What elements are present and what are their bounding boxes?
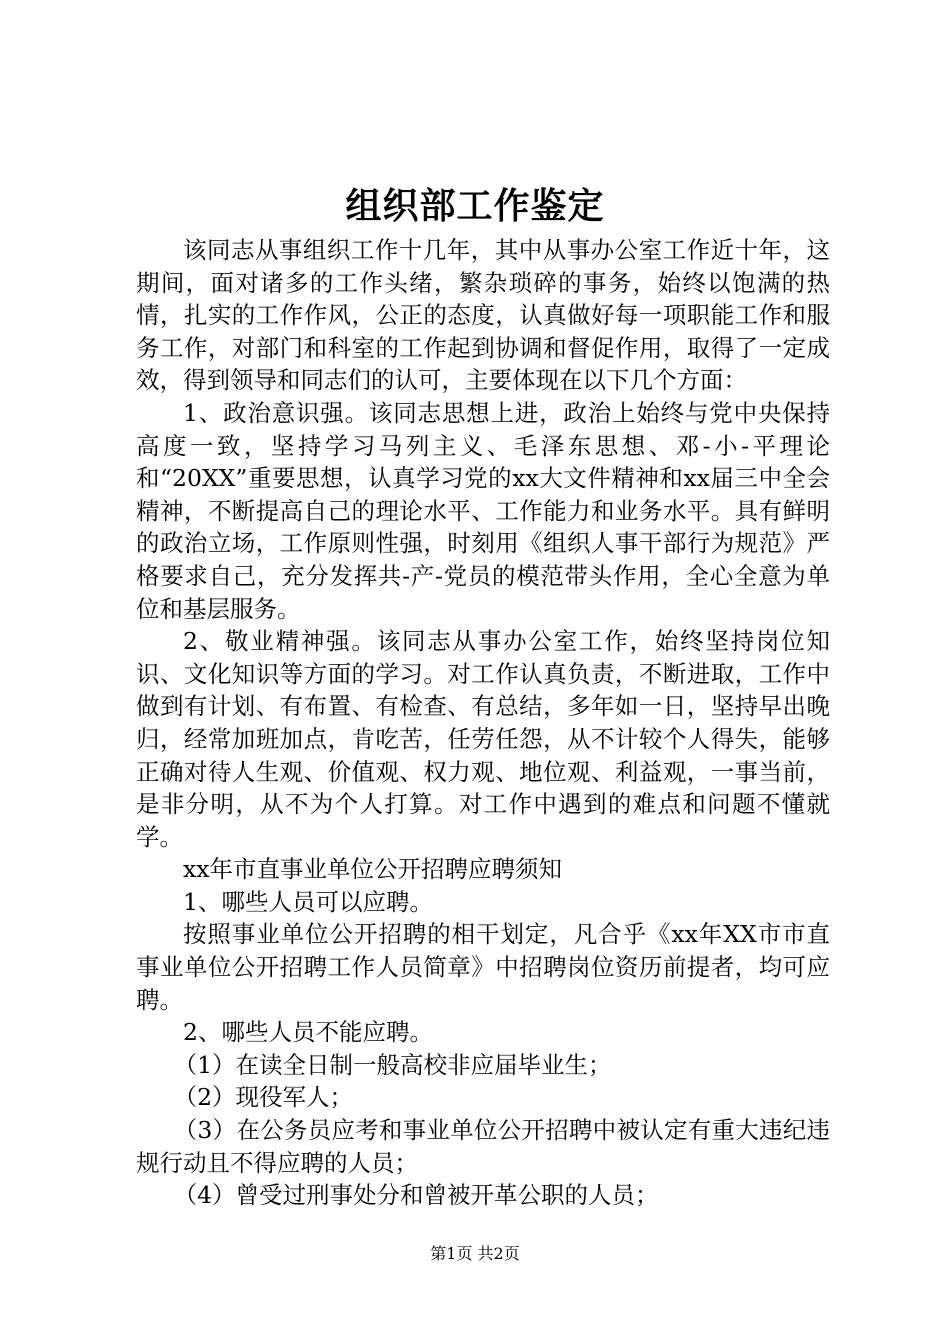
- paragraph-who-cannot-apply: 2、哪些人员不能应聘。: [183, 1018, 433, 1047]
- document-body: [136, 234, 830, 1212]
- paragraph-intro: 该同志从事组织工作十几年，其中从事办公室工作近十年，这期间，面对诸多的工作头绪，繁杂琐碎的事务，始终以饱满的热情，扎实的工作作风，公正的态度，认真做好每一项职能工作和服务工作，对部门和科室的工作起到协调和督促作用，取得了一定成效，得到领导和同志们的认可，主要体现在以下几个方面：: [136, 236, 830, 395]
- paragraph-recruitment-heading: xx年市直事业单位公开招聘应聘须知: [183, 855, 563, 884]
- paragraph-who-can-apply: 1、哪些人员可以应聘。: [183, 887, 433, 916]
- list-item-2: （2）现役军人；: [173, 1083, 354, 1112]
- page-number-footer: 第1页 共2页: [430, 1244, 520, 1263]
- paragraph-dedication: 2、敬业精神强。该同志从事办公室工作，始终坚持岗位知识、文化知识等方面的学习。对工作认真负责，不断进取，工作中做到有计划、有布置、有检查、有总结，多年如一日，坚持早出晚归，经常加班加点，肯吃苦，任劳任怨，从不计较个人得失，能够正确对待人生观、价值观、权力观、地位观、利益观，一事当前，是非分明，从不为个人打算。对工作中遇到的难点和问题不懂就学。: [136, 627, 830, 851]
- paragraph-political-awareness: 1、政治意识强。该同志思想上进，政治上始终与党中央保持高度一致，坚持学习马列主义、毛泽东思想、邓-小-平理论和“20XX”重要思想，认真学习党的xx大文件精神和xx届三中全会精神，不断提高自己的理论水平、工作能力和业务水平。具有鲜明的政治立场，工作原则性强，时刻用《组织人事干部行为规范》严格要求自己，充分发挥共-产-党员的模范带头作用，全心全意为单位和基层服务。: [136, 398, 830, 623]
- paragraph-eligibility: 按照事业单位公开招聘的相干划定，凡合乎《xx年XX市市直事业单位公开招聘工作人员简章》中招聘岗位资历前提者，均可应聘。: [136, 920, 830, 1014]
- list-item-3: （3）在公务员应考和事业单位公开招聘中被认定有重大违纪违规行动且不得应聘的人员；: [136, 1116, 830, 1177]
- document-title: 组织部工作鉴定: [345, 186, 605, 227]
- list-item-4: （4）曾受过刑事处分和曾被开革公职的人员；: [173, 1181, 659, 1210]
- list-item-1: （1）在读全日制一般高校非应届毕业生；: [173, 1050, 612, 1079]
